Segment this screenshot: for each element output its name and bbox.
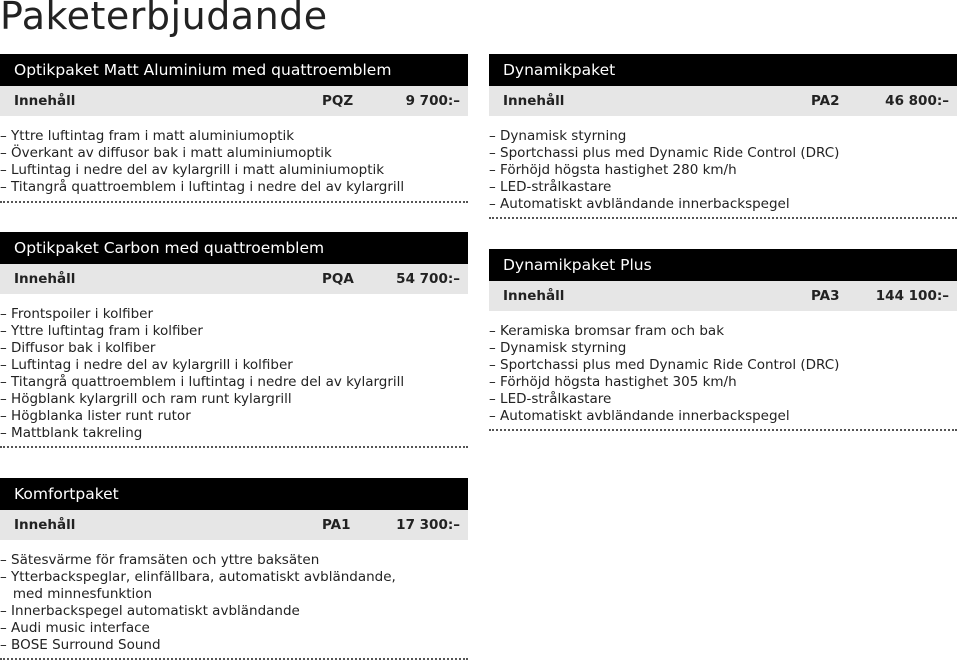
package-optik-carbon bbox=[0, 232, 468, 448]
package-price: 9 700:– bbox=[405, 93, 460, 109]
list-item: – Audi music interface bbox=[0, 620, 150, 636]
list-item: – BOSE Surround Sound bbox=[0, 637, 161, 653]
list-item: – Automatiskt avbländande innerbackspegel bbox=[489, 196, 790, 212]
dotted-divider bbox=[0, 658, 468, 660]
content-label: Innehåll bbox=[14, 93, 76, 109]
package-price: 54 700:– bbox=[396, 271, 460, 287]
content-label: Innehåll bbox=[503, 288, 565, 304]
package-dynamikpaket bbox=[489, 54, 957, 219]
dotted-divider bbox=[489, 429, 957, 431]
list-item: – Frontspoiler i kolfiber bbox=[0, 306, 154, 322]
package-content-row bbox=[489, 281, 957, 311]
list-item: – Mattblank takreling bbox=[0, 425, 143, 441]
package-title: Optikpaket Carbon med quattroemblem bbox=[0, 232, 468, 264]
list-item: – LED-strålkastare bbox=[489, 179, 612, 195]
dotted-divider bbox=[0, 201, 468, 203]
list-item: – Dynamisk styrning bbox=[489, 340, 627, 356]
package-optik-matt-aluminium bbox=[0, 54, 468, 203]
list-item: – Keramiska bromsar fram och bak bbox=[489, 323, 725, 339]
list-item: – Luftintag i nedre del av kylargrill i matt aluminiumoptik bbox=[0, 162, 385, 178]
list-item: – Sätesvärme för framsäten och yttre baksäten bbox=[0, 552, 320, 568]
package-code: PQZ bbox=[322, 93, 354, 109]
content-label: Innehåll bbox=[503, 93, 565, 109]
package-content-row bbox=[489, 86, 957, 116]
list-item: – Yttre luftintag fram i matt aluminiumoptik bbox=[0, 128, 295, 144]
package-price: 17 300:– bbox=[396, 517, 460, 533]
list-item: – Sportchassi plus med Dynamic Ride Control (DRC) bbox=[489, 357, 840, 373]
package-title: Optikpaket Matt Aluminium med quattroemblem bbox=[0, 54, 468, 86]
list-item: – Förhöjd högsta hastighet 280 km/h bbox=[489, 162, 737, 178]
list-item: – Ytterbackspeglar, elinfällbara, automatiskt avbländande, bbox=[0, 569, 396, 585]
package-content-row bbox=[0, 510, 468, 540]
package-komfortpaket bbox=[0, 478, 468, 660]
dotted-divider bbox=[0, 446, 468, 448]
package-code: PA1 bbox=[322, 517, 351, 533]
list-item: – Sportchassi plus med Dynamic Ride Control (DRC) bbox=[489, 145, 840, 161]
package-code: PQA bbox=[322, 271, 354, 287]
list-item: – Luftintag i nedre del av kylargrill i kolfiber bbox=[0, 357, 293, 373]
package-content-row bbox=[0, 264, 468, 294]
package-items bbox=[489, 311, 957, 425]
package-items bbox=[0, 116, 468, 196]
package-price: 46 800:– bbox=[885, 93, 949, 109]
list-item: – Högblank kylargrill och ram runt kylargrill bbox=[0, 391, 292, 407]
list-item: – Titangrå quattroemblem i luftintag i nedre del av kylargrill bbox=[0, 374, 405, 390]
package-code: PA2 bbox=[811, 93, 840, 109]
page-title: Paketerbjudande bbox=[0, 0, 328, 38]
list-item: – Förhöjd högsta hastighet 305 km/h bbox=[489, 374, 737, 390]
content-label: Innehåll bbox=[14, 517, 76, 533]
list-item: – Överkant av diffusor bak i matt aluminiumoptik bbox=[0, 145, 332, 161]
package-content-row bbox=[0, 86, 468, 116]
content-label: Innehåll bbox=[14, 271, 76, 287]
package-title: Komfortpaket bbox=[0, 478, 468, 510]
package-title: Dynamikpaket bbox=[489, 54, 957, 86]
list-item: – Automatiskt avbländande innerbackspegel bbox=[489, 408, 790, 424]
list-item: – Högblanka lister runt rutor bbox=[0, 408, 191, 424]
package-title: Dynamikpaket Plus bbox=[489, 249, 957, 281]
list-item: – LED-strålkastare bbox=[489, 391, 612, 407]
package-code: PA3 bbox=[811, 288, 840, 304]
list-item: – Yttre luftintag fram i kolfiber bbox=[0, 323, 203, 339]
package-price: 144 100:– bbox=[875, 288, 949, 304]
package-items bbox=[0, 294, 468, 442]
list-item: med minnesfunktion bbox=[0, 586, 153, 602]
package-dynamikpaket-plus bbox=[489, 249, 957, 431]
dotted-divider bbox=[489, 217, 957, 219]
package-items bbox=[0, 540, 468, 654]
list-item: – Dynamisk styrning bbox=[489, 128, 627, 144]
list-item: – Titangrå quattroemblem i luftintag i nedre del av kylargrill bbox=[0, 179, 405, 195]
list-item: – Innerbackspegel automatiskt avbländande bbox=[0, 603, 300, 619]
package-items bbox=[489, 116, 957, 213]
list-item: – Diffusor bak i kolfiber bbox=[0, 340, 156, 356]
